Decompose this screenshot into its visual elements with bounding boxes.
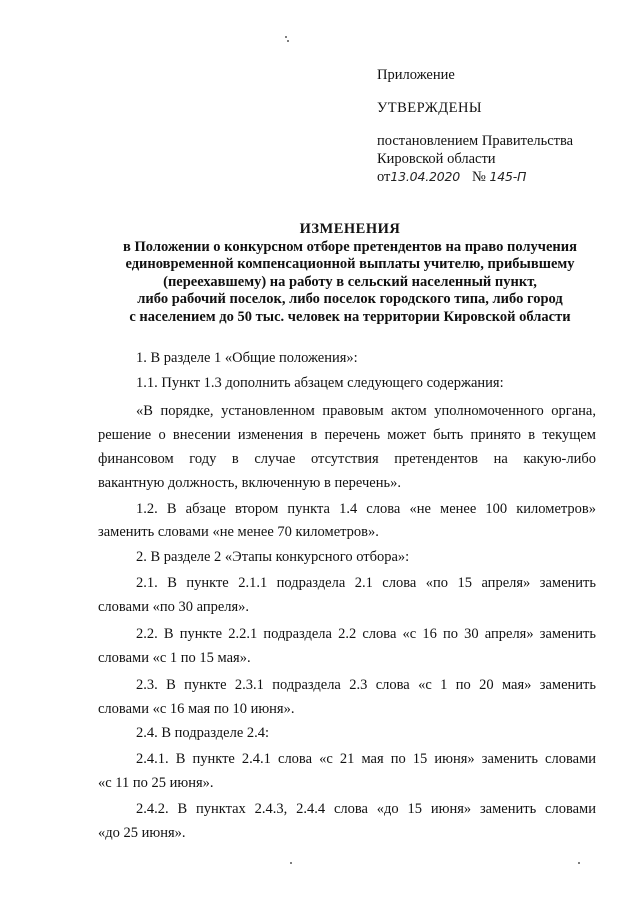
number-prefix: № <box>471 169 486 185</box>
paragraph-line: 1.1. Пункт 1.3 дополнить абзацем следующего содержания: <box>136 375 504 391</box>
paragraph-quote <box>98 403 596 492</box>
scan-speck <box>285 36 287 38</box>
paragraph-line: решение о внесении изменения в перечень может быть принято в текущем <box>98 427 596 443</box>
paragraph-line: 2.4. В подразделе 2.4: <box>136 725 270 741</box>
scan-speck <box>578 862 580 864</box>
document-title <box>60 221 640 326</box>
paragraph-2-4-2 <box>98 801 596 842</box>
paragraph-line: «до 25 июня». <box>98 825 186 841</box>
title-line: (переехавшему) на работу в сельский населенный пункт, <box>163 273 537 290</box>
date-prefix: от <box>377 169 391 185</box>
paragraph-2-4-1 <box>98 751 596 792</box>
paragraph-line: 2.4.1. В пункте 2.4.1 слова «с 21 мая по 15 июня» заменить словами <box>136 751 596 767</box>
title-line: в Положении о конкурсном отборе претендентов на право получения <box>123 238 577 255</box>
paragraph-line: 1. В разделе 1 «Общие положения»: <box>136 350 358 366</box>
annex-label: Приложение <box>377 67 455 83</box>
decree-line-2: Кировской области <box>377 151 496 167</box>
paragraph-line: 2.3. В пункте 2.3.1 подраздела 2.3 слова «с 1 по 20 мая» заменить <box>136 677 596 693</box>
decree-date: 13.04.2020 <box>390 169 460 184</box>
decree-date-line <box>377 168 617 186</box>
paragraph-line: финансовом году в случае отсутствия претендентов на какую-либо <box>98 451 596 467</box>
decree-line-1: постановлением Правительства <box>377 133 574 149</box>
approved-label: УТВЕРЖДЕНЫ <box>377 100 483 116</box>
paragraph-line: 1.2. В абзаце втором пункта 1.4 слова «не менее 100 километров» <box>136 501 596 517</box>
paragraph-2-3 <box>98 677 596 718</box>
approval-block <box>377 66 617 186</box>
paragraph-line: 2.2. В пункте 2.2.1 подраздела 2.2 слова «с 16 по 30 апреля» заменить <box>136 626 596 642</box>
title-line: с населением до 50 тыс. человек на территории Кировской области <box>129 308 571 325</box>
paragraph-1-1 <box>98 375 596 392</box>
paragraph-2 <box>98 549 596 566</box>
paragraph-2-2 <box>98 626 596 667</box>
paragraph-line: вакантную должность, включенную в перечень». <box>98 475 401 491</box>
title-line: единовременной компенсационной выплаты учителю, прибывшему <box>125 256 575 272</box>
scan-speck <box>287 40 289 42</box>
paragraph-line: 2. В разделе 2 «Этапы конкурсного отбора»: <box>136 549 410 565</box>
paragraph-2-4 <box>98 725 596 742</box>
scan-speck <box>290 862 292 864</box>
paragraph-line: 2.4.2. В пунктах 2.4.3, 2.4.4 слова «до 15 июня» заменить словами <box>136 801 596 817</box>
paragraph-line: словами «с 1 по 15 мая». <box>98 650 251 666</box>
paragraph-1-2 <box>98 501 596 541</box>
paragraph-line: заменить словами «не менее 70 километров». <box>98 524 379 540</box>
paragraph-line: 2.1. В пункте 2.1.1 подраздела 2.1 слова «по 15 апреля» заменить <box>136 575 596 591</box>
paragraph-line: «с 11 по 25 июня». <box>98 775 214 791</box>
paragraph-line: словами «с 16 мая по 10 июня». <box>98 701 295 717</box>
paragraph-line: «В порядке, установленном правовым актом уполномоченного органа, <box>136 403 596 419</box>
paragraph-1 <box>98 350 596 367</box>
title-heading: ИЗМЕНЕНИЯ <box>299 221 401 237</box>
paragraph-line: словами «по 30 апреля». <box>98 599 250 615</box>
paragraph-2-1 <box>98 575 596 616</box>
title-line: либо рабочий поселок, либо поселок городского типа, либо город <box>137 291 563 307</box>
decree-number: 145-П <box>489 169 527 184</box>
